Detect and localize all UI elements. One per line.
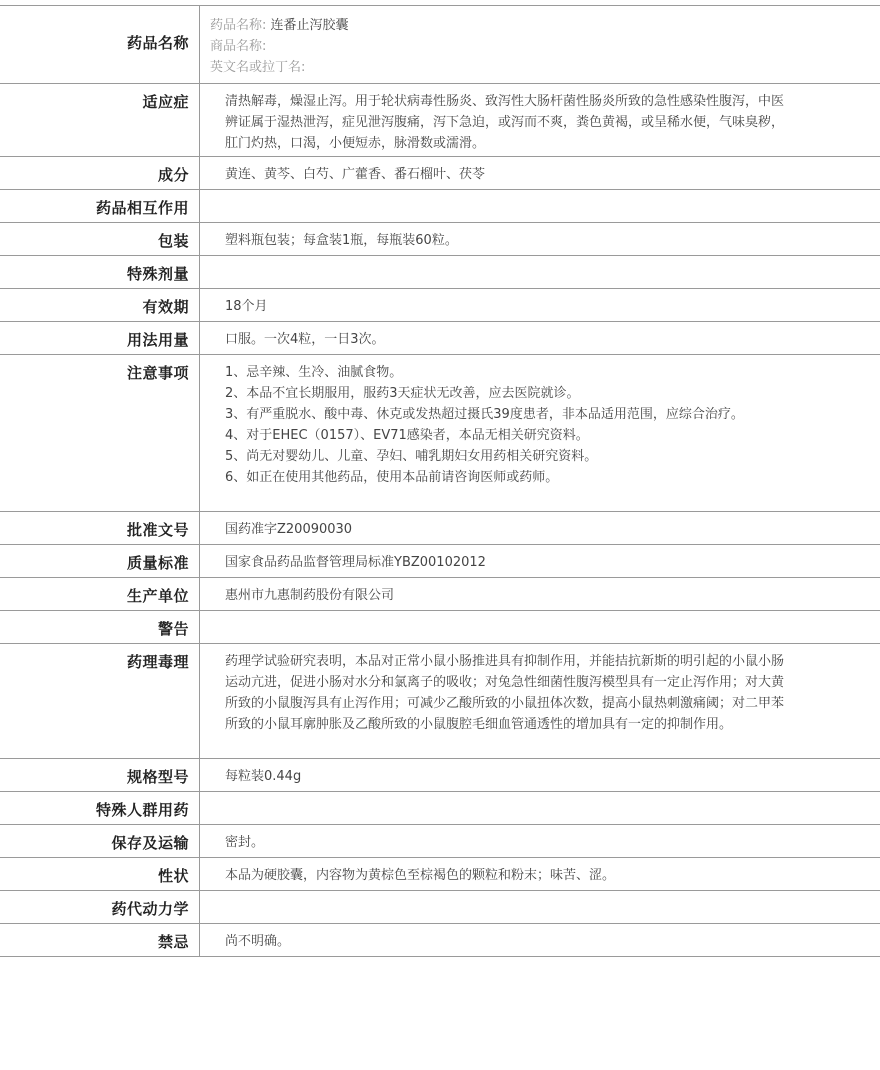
- label-special-dosage: 特殊剂量: [0, 256, 200, 288]
- row-ingredients: [0, 157, 880, 190]
- label-interactions: 药品相互作用: [0, 190, 200, 222]
- drug-info-table: [0, 5, 880, 957]
- drug-name-value: 连番止泻胶囊: [270, 18, 349, 33]
- precaution-line: 1、忌辛辣、生冷、油腻食物。: [225, 365, 403, 380]
- precaution-line: 5、尚无对婴幼儿、儿童、孕妇、哺乳期妇女用药相关研究资料。: [225, 449, 598, 464]
- row-pharmacokinetics: [0, 891, 880, 924]
- row-approval-no: [0, 512, 880, 545]
- value-ingredients: 黄连、黄芩、白芍、广藿香、番石榴叶、茯苓: [225, 167, 486, 182]
- value-interactions: [200, 190, 880, 222]
- value-specification: 每粒装0.44g: [225, 769, 302, 784]
- label-pharmacology: 药理毒理: [0, 644, 200, 758]
- row-interactions: [0, 190, 880, 223]
- row-special-population: [0, 792, 880, 825]
- value-quality-standard: 国家食品药品监督管理局标准YBZ00102012: [225, 555, 486, 570]
- row-pharmacology: [0, 644, 880, 759]
- value-approval-no: 国药准字Z20090030: [225, 522, 353, 537]
- value-usage: 口服。一次4粒，一日3次。: [225, 332, 385, 347]
- value-warning: [200, 611, 880, 643]
- value-contraindications: 尚不明确。: [225, 934, 291, 949]
- value-indication: 清热解毒，燥湿止泻。用于轮状病毒性肠炎、致泻性大肠杆菌性肠炎所致的急性感染性腹泻，中医辨证属于湿热泄泻，症见泄泻腹痛，泻下急迫，或泻而不爽，粪色黄褐，或呈稀水便，气味臭秽，肛门灼热，口渴，小便短赤，脉滑数或濡滑。: [225, 94, 785, 151]
- row-contraindications: [0, 924, 880, 957]
- label-validity: 有效期: [0, 289, 200, 321]
- drug-name-key: 药品名称:: [210, 18, 267, 33]
- english-name-key: 英文名或拉丁名:: [210, 60, 306, 75]
- label-storage: 保存及运输: [0, 825, 200, 857]
- drug-name-line: [210, 16, 860, 37]
- value-precautions: [200, 355, 880, 511]
- row-special-dosage: [0, 256, 880, 289]
- label-indication: 适应症: [0, 84, 200, 156]
- precaution-line: 4、对于EHEC（0157）、EV71感染者，本品无相关研究资料。: [225, 428, 589, 443]
- label-usage: 用法用量: [0, 322, 200, 354]
- row-storage: [0, 825, 880, 858]
- trade-name-key: 商品名称:: [210, 39, 267, 54]
- row-validity: [0, 289, 880, 322]
- precaution-line: 6、如正在使用其他药品，使用本品前请咨询医师或药师。: [225, 470, 559, 485]
- label-packaging: 包装: [0, 223, 200, 255]
- label-special-population: 特殊人群用药: [0, 792, 200, 824]
- row-manufacturer: [0, 578, 880, 611]
- value-manufacturer: 惠州市九惠制药股份有限公司: [225, 588, 395, 603]
- value-drug-name: [200, 6, 880, 83]
- value-validity: 18个月: [225, 299, 268, 314]
- row-description: [0, 858, 880, 891]
- precaution-line: 3、有严重脱水、酸中毒、休克或发热超过摄氏39度患者，非本品适用范围，应综合治疗。: [225, 407, 744, 422]
- value-pharmacokinetics: [200, 891, 880, 923]
- value-special-dosage: [200, 256, 880, 288]
- row-quality-standard: [0, 545, 880, 578]
- value-special-population: [200, 792, 880, 824]
- label-contraindications: 禁忌: [0, 924, 200, 956]
- label-ingredients: 成分: [0, 157, 200, 189]
- row-drug-name: [0, 6, 880, 84]
- value-description: 本品为硬胶囊，内容物为黄棕色至棕褐色的颗粒和粉末；味苦、涩。: [225, 868, 616, 883]
- row-packaging: [0, 223, 880, 256]
- row-indication: [0, 84, 880, 157]
- value-packaging: 塑料瓶包装；每盒装1瓶，每瓶装60粒。: [225, 233, 458, 248]
- label-pharmacokinetics: 药代动力学: [0, 891, 200, 923]
- label-specification: 规格型号: [0, 759, 200, 791]
- precaution-line: 2、本品不宜长期服用，服药3天症状无改善，应去医院就诊。: [225, 386, 580, 401]
- row-precautions: [0, 355, 880, 512]
- label-drug-name: 药品名称: [0, 6, 200, 83]
- english-name-line: [210, 58, 860, 79]
- label-description: 性状: [0, 858, 200, 890]
- label-quality-standard: 质量标准: [0, 545, 200, 577]
- row-specification: [0, 759, 880, 792]
- row-usage: [0, 322, 880, 355]
- label-approval-no: 批准文号: [0, 512, 200, 544]
- value-pharmacology: 药理学试验研究表明，本品对正常小鼠小肠推进具有抑制作用，并能拮抗新斯的明引起的小鼠小肠运动亢进，促进小肠对水分和氯离子的吸收；对兔急性细菌性腹泻模型具有一定止泻作用；对大黄所致的小鼠腹泻具有止泻作用；可减少乙酸所致的小鼠扭体次数，提高小鼠热刺激痛阈；对二甲苯所致的小鼠耳廓肿胀及乙酸所致的小鼠腹腔毛细血管通透性的增加具有一定的抑制作用。: [225, 654, 785, 732]
- label-precautions: 注意事项: [0, 355, 200, 511]
- label-manufacturer: 生产单位: [0, 578, 200, 610]
- row-warning: [0, 611, 880, 644]
- value-storage: 密封。: [225, 835, 265, 850]
- label-warning: 警告: [0, 611, 200, 643]
- trade-name-line: [210, 37, 860, 58]
